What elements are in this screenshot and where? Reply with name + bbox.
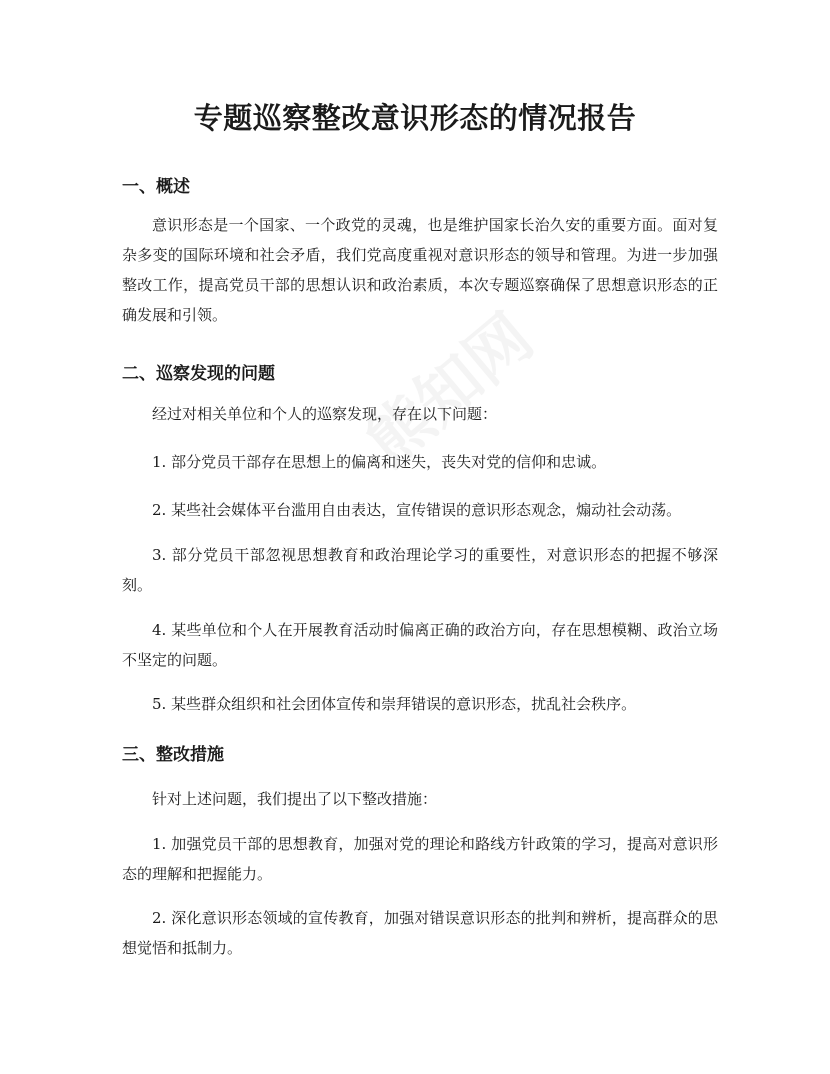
problem-item-5: 5. 某些群众组织和社会团体宣传和崇拜错误的意识形态，扰乱社会秩序。 — [152, 695, 637, 713]
problem-item-3: 3. 部分党员干部忽视思想教育和政治理论学习的重要性，对意识形态的把握不够深刻。 — [122, 546, 718, 594]
problem-item-1: 1. 部分党员干部存在思想上的偏离和迷失，丧失对党的信仰和忠诚。 — [152, 453, 607, 471]
problem-item-4: 4. 某些单位和个人在开展教育活动时偏离正确的政治方向，存在思想模糊、政治立场不坚定的问题。 — [122, 621, 718, 669]
section-heading-measures: 三、整改措施 — [122, 745, 224, 765]
section-heading-problems: 二、巡察发现的问题 — [122, 364, 275, 384]
measure-item-2: 2. 深化意识形态领域的宣传教育，加强对错误意识形态的批判和辨析，提高群众的思想觉悟和抵制力。 — [122, 909, 718, 957]
overview-paragraph: 意识形态是一个国家、一个政党的灵魂，也是维护国家长治久安的重要方面。面对复杂多变的国际环境和社会矛盾，我们党高度重视对意识形态的领导和管理。为进一步加强整改工作，提高党员干部的思想认识和政治素质，本次专题巡察确保了思想意识形态的正确发展和引领。 — [122, 216, 718, 324]
measures-intro-paragraph: 针对上述问题，我们提出了以下整改措施： — [152, 790, 438, 808]
problem-item-2: 2. 某些社会媒体平台滥用自由表达，宣传错误的意识形态观念，煽动社会动荡。 — [152, 501, 682, 519]
measure-item-1: 1. 加强党员干部的思想教育，加强对党的理论和路线方针政策的学习，提高对意识形态的理解和把握能力。 — [122, 835, 718, 883]
document-title: 专题巡察整改意识形态的情况报告 — [193, 101, 637, 135]
section-heading-overview: 一、概述 — [122, 177, 190, 197]
problems-intro-paragraph: 经过对相关单位和个人的巡察发现，存在以下问题： — [152, 405, 498, 423]
